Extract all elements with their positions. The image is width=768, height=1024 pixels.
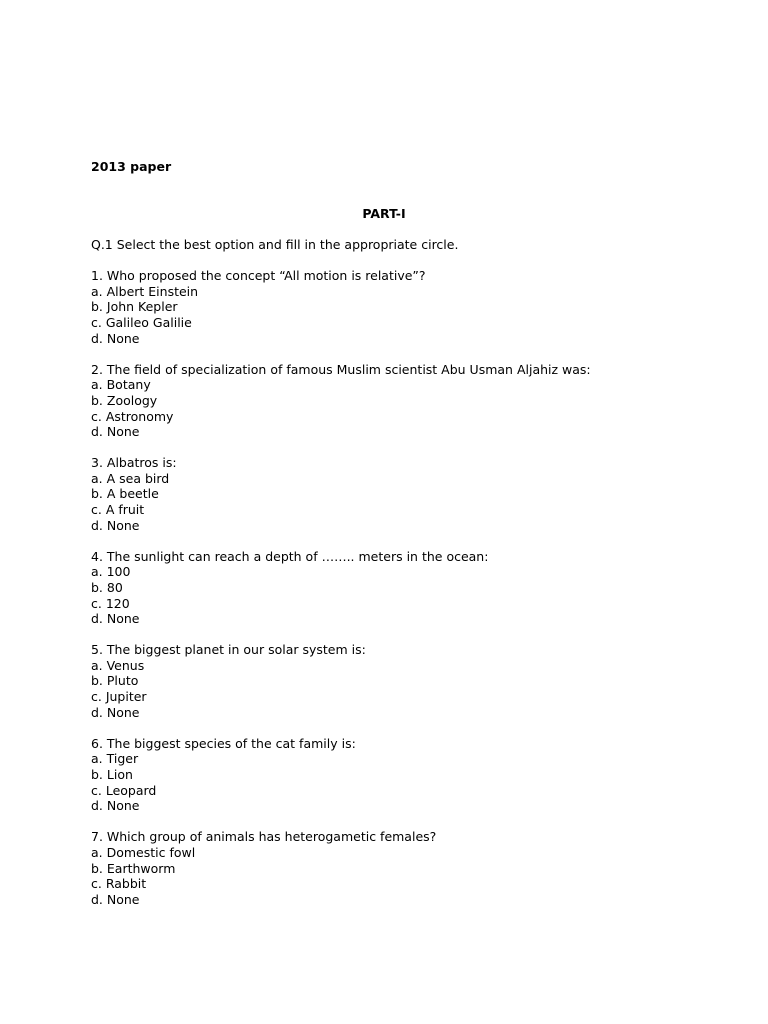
- option-a: a. Venus: [91, 657, 145, 673]
- question-text: 5. The biggest planet in our solar system is:: [91, 642, 366, 658]
- question-text: 4. The sunlight can reach a depth of …….. meters in the ocean:: [91, 548, 489, 564]
- option-d: d. None: [91, 891, 140, 907]
- option-d: d. None: [91, 517, 140, 533]
- question-2: [91, 362, 591, 441]
- question-5: [91, 642, 591, 721]
- option-c: c. A fruit: [91, 502, 145, 518]
- question-3: [91, 455, 591, 534]
- option-a: a. Botany: [91, 377, 151, 393]
- option-d: d. None: [91, 704, 140, 720]
- option-list: [91, 377, 591, 440]
- question-text: 2. The field of specialization of famous Muslim scientist Abu Usman Aljahiz was:: [91, 361, 591, 377]
- option-c: c. Rabbit: [91, 876, 147, 892]
- page-heading: 2013 paper: [91, 159, 172, 174]
- option-list: [91, 751, 591, 814]
- option-a: a. Tiger: [91, 751, 139, 767]
- option-c: c. Astronomy: [91, 408, 174, 424]
- instruction-text: Q.1 Select the best option and fill in the appropriate circle.: [91, 237, 459, 252]
- question-7: [91, 829, 591, 908]
- option-d: d. None: [91, 424, 140, 440]
- option-b: b. 80: [91, 579, 123, 595]
- option-d: d. None: [91, 330, 140, 346]
- option-list: [91, 471, 591, 534]
- part-title-text: PART-I: [362, 206, 406, 221]
- option-c: c. Galileo Galilie: [91, 315, 192, 331]
- option-b: b. Pluto: [91, 673, 139, 689]
- option-b: b. Lion: [91, 766, 133, 782]
- question-6: [91, 736, 591, 815]
- option-c: c. Leopard: [91, 782, 157, 798]
- option-a: a. A sea bird: [91, 470, 170, 486]
- question-list: [91, 268, 591, 923]
- option-c: c. Jupiter: [91, 689, 147, 705]
- question-text: 6. The biggest species of the cat family is:: [91, 735, 356, 751]
- option-b: b. Earthworm: [91, 860, 176, 876]
- question-text: 1. Who proposed the concept “All motion is relative”?: [91, 268, 426, 283]
- option-b: b. Zoology: [91, 392, 158, 408]
- option-list: [91, 845, 591, 908]
- option-a: a. Albert Einstein: [91, 283, 199, 299]
- option-list: [91, 284, 591, 347]
- question-4: [91, 549, 591, 628]
- option-b: b. John Kepler: [91, 299, 178, 315]
- option-list: [91, 564, 591, 627]
- question-1: [91, 268, 591, 347]
- option-a: a. Domestic fowl: [91, 844, 196, 860]
- question-text: 7. Which group of animals has heterogametic females?: [91, 829, 437, 845]
- option-d: d. None: [91, 611, 140, 627]
- option-b: b. A beetle: [91, 486, 159, 502]
- option-d: d. None: [91, 798, 140, 814]
- option-list: [91, 658, 591, 721]
- option-a: a. 100: [91, 564, 131, 580]
- option-c: c. 120: [91, 595, 130, 611]
- part-title: [0, 206, 768, 222]
- question-text: 3. Albatros is:: [91, 455, 177, 471]
